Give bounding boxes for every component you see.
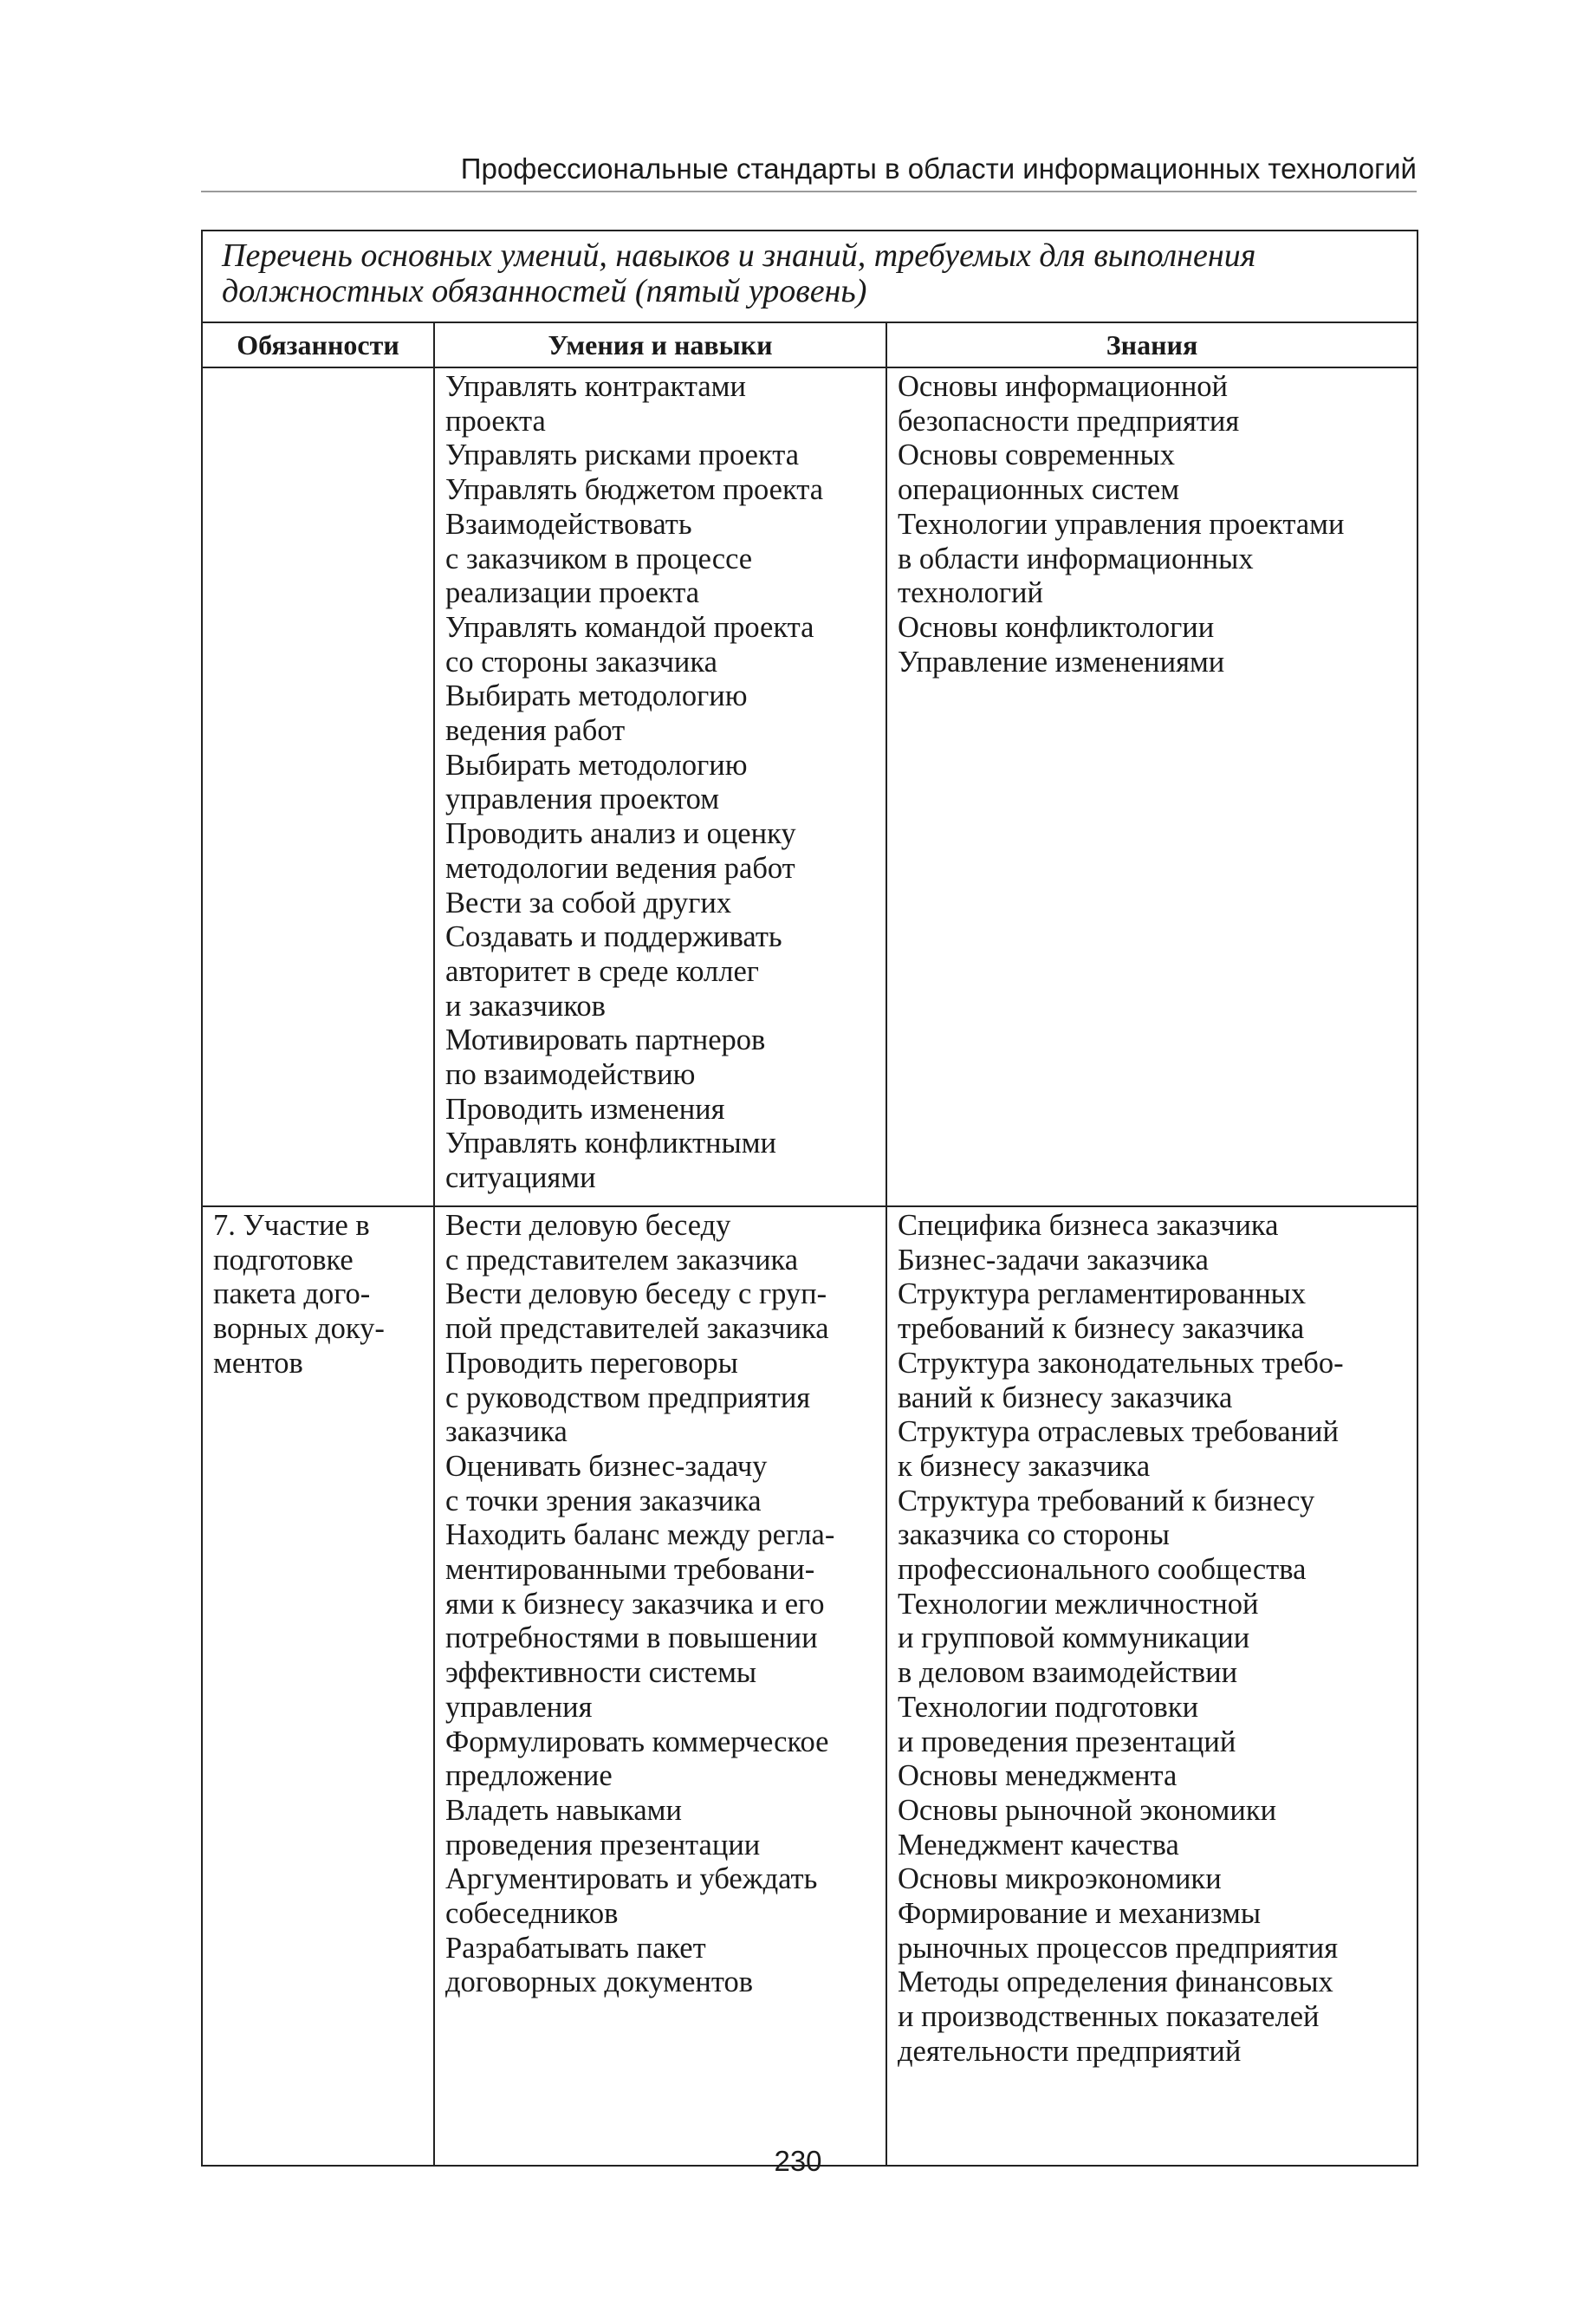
cell-line: Управлять бюджетом проекта bbox=[445, 473, 824, 507]
cell-line: Структура отраслевых требований bbox=[898, 1415, 1339, 1449]
cell-line: подготовке bbox=[213, 1243, 354, 1277]
header-skills: Умения и навыки bbox=[434, 322, 886, 367]
cell-line: деятельности предприятий bbox=[898, 2034, 1242, 2068]
competency-table bbox=[201, 230, 1418, 2167]
cell-line: реализации проекта bbox=[445, 576, 700, 610]
cell-line: Проводить анализ и оценку bbox=[445, 817, 796, 851]
cell-line: Менеджмент качества bbox=[898, 1828, 1179, 1861]
cell-line: с заказчиком в процессе bbox=[445, 542, 753, 575]
cell-line: и заказчиков bbox=[445, 989, 606, 1023]
running-header: Профессиональные стандарты в области информационных технологий bbox=[201, 147, 1417, 192]
cell-line: ментов bbox=[213, 1346, 303, 1380]
table-row bbox=[202, 1206, 1418, 2166]
cell-line: 7. Участие в bbox=[213, 1209, 370, 1242]
cell-line: Специфика бизнеса заказчика bbox=[898, 1209, 1279, 1242]
cell-line: технологий bbox=[898, 576, 1043, 610]
cell-line: ворных доку- bbox=[213, 1312, 385, 1346]
cell-line: проведения презентации bbox=[445, 1828, 761, 1861]
cell-line: Основы микроэкономики bbox=[898, 1862, 1222, 1896]
cell-line: Основы конфликтологии bbox=[898, 610, 1215, 644]
cell-line: Оценивать бизнес-задачу bbox=[445, 1449, 768, 1483]
cell-line: ведения работ bbox=[445, 714, 626, 748]
cell-line: Взаимодействовать bbox=[445, 507, 692, 541]
cell-line: Формирование и механизмы bbox=[898, 1897, 1262, 1931]
cell-line: методологии ведения работ bbox=[445, 851, 795, 885]
cell-line: Основы рыночной экономики bbox=[898, 1793, 1277, 1827]
cell-line: Выбирать методологию bbox=[445, 748, 748, 782]
cell-line: Вести деловую беседу bbox=[445, 1209, 731, 1242]
cell-line: с представителем заказчика bbox=[445, 1243, 799, 1277]
cell-line: Мотивировать партнеров bbox=[445, 1023, 766, 1057]
cell-line: со стороны заказчика bbox=[445, 645, 717, 679]
cell-line: Технологии управления проектами bbox=[898, 507, 1345, 541]
table-caption: Перечень основных умений, навыков и знаний, требуемых для выполнения должностных обязанностей (пятый уровень) bbox=[202, 231, 1418, 322]
table-header-row bbox=[202, 322, 1418, 367]
cell-line: Управлять командой проекта bbox=[445, 610, 814, 644]
cell-line: управления проектом bbox=[445, 783, 720, 816]
cell-line: Формулировать коммерческое bbox=[445, 1725, 829, 1758]
cell-line: в области информационных bbox=[898, 542, 1254, 575]
cell-line: профессионального сообщества bbox=[898, 1553, 1307, 1587]
knowledge-cell bbox=[886, 367, 1418, 1206]
cell-line: по взаимодействию bbox=[445, 1058, 696, 1092]
duty-cell bbox=[202, 367, 434, 1206]
cell-line: пой представителей заказчика bbox=[445, 1312, 829, 1346]
cell-line: Бизнес-задачи заказчика bbox=[898, 1243, 1209, 1277]
cell-line: авторитет в среде коллег bbox=[445, 954, 759, 988]
cell-line: с точки зрения заказчика bbox=[445, 1484, 762, 1517]
cell-line: договорных документов bbox=[445, 1965, 754, 1999]
cell-line: Структура регламентированных bbox=[898, 1277, 1307, 1311]
skills-cell bbox=[434, 367, 886, 1206]
cell-line: Основы менеджмента bbox=[898, 1759, 1178, 1793]
cell-line: Вести деловую беседу с груп- bbox=[445, 1277, 827, 1311]
cell-line: требований к бизнесу заказчика bbox=[898, 1312, 1305, 1346]
cell-line: Аргументировать и убеждать bbox=[445, 1862, 818, 1896]
duty-cell bbox=[202, 1206, 434, 2166]
cell-line: и проведения презентаций bbox=[898, 1725, 1236, 1758]
cell-line: безопасности предприятия bbox=[898, 404, 1240, 438]
cell-line: в деловом взаимодействии bbox=[898, 1656, 1238, 1690]
cell-line: эффективности системы bbox=[445, 1656, 757, 1690]
cell-line: Основы современных bbox=[898, 439, 1175, 472]
header-knowledge: Знания bbox=[886, 322, 1418, 367]
table-row bbox=[202, 367, 1418, 1206]
cell-line: Структура законодательных требо- bbox=[898, 1346, 1344, 1380]
cell-line: заказчика bbox=[445, 1415, 568, 1449]
cell-line: к бизнесу заказчика bbox=[898, 1449, 1151, 1483]
cell-line: пакета дого- bbox=[213, 1277, 371, 1311]
cell-line: предложение bbox=[445, 1759, 613, 1793]
knowledge-cell bbox=[886, 1206, 1418, 2166]
cell-line: Проводить переговоры bbox=[445, 1346, 738, 1380]
cell-line: Технологии межличностной bbox=[898, 1587, 1259, 1621]
cell-line: Создавать и поддерживать bbox=[445, 920, 782, 954]
header-duties: Обязанности bbox=[202, 322, 434, 367]
cell-line: операционных систем bbox=[898, 473, 1180, 507]
cell-line: ситуациями bbox=[445, 1161, 596, 1195]
cell-line: с руководством предприятия bbox=[445, 1381, 811, 1414]
cell-line: Находить баланс между регла- bbox=[445, 1518, 835, 1552]
cell-line: Структура требований к бизнесу bbox=[898, 1484, 1315, 1517]
cell-line: Выбирать методологию bbox=[445, 679, 748, 713]
cell-line: Методы определения финансовых bbox=[898, 1965, 1333, 1999]
cell-line: Управлять контрактами bbox=[445, 370, 746, 403]
cell-line: собеседников bbox=[445, 1897, 619, 1931]
cell-line: Управление изменениями bbox=[898, 645, 1225, 679]
cell-line: проекта bbox=[445, 404, 546, 438]
cell-line: ментированными требовани- bbox=[445, 1553, 815, 1587]
cell-line: Вести за собой других bbox=[445, 886, 732, 919]
cell-line: Управлять рисками проекта bbox=[445, 439, 800, 472]
cell-line: и групповой коммуникации bbox=[898, 1621, 1250, 1655]
cell-line: Основы информационной bbox=[898, 370, 1229, 403]
cell-line: Проводить изменения bbox=[445, 1092, 725, 1126]
cell-line: и производственных показателей bbox=[898, 2000, 1320, 2034]
cell-line: ваний к бизнесу заказчика bbox=[898, 1381, 1233, 1414]
cell-line: Владеть навыками bbox=[445, 1793, 682, 1827]
cell-line: рыночных процессов предприятия bbox=[898, 1931, 1339, 1965]
cell-line: Разрабатывать пакет bbox=[445, 1931, 706, 1965]
cell-line: потребностями в повышении bbox=[445, 1621, 818, 1655]
cell-line: Технологии подготовки bbox=[898, 1690, 1199, 1724]
table-caption-row bbox=[202, 231, 1418, 322]
cell-line: Управлять конфликтными bbox=[445, 1127, 776, 1160]
cell-line: ями к бизнесу заказчика и его bbox=[445, 1587, 825, 1621]
skills-cell bbox=[434, 1206, 886, 2166]
cell-line: заказчика со стороны bbox=[898, 1518, 1170, 1552]
page-number: 230 bbox=[774, 2145, 822, 2177]
cell-line: управления bbox=[445, 1690, 593, 1724]
